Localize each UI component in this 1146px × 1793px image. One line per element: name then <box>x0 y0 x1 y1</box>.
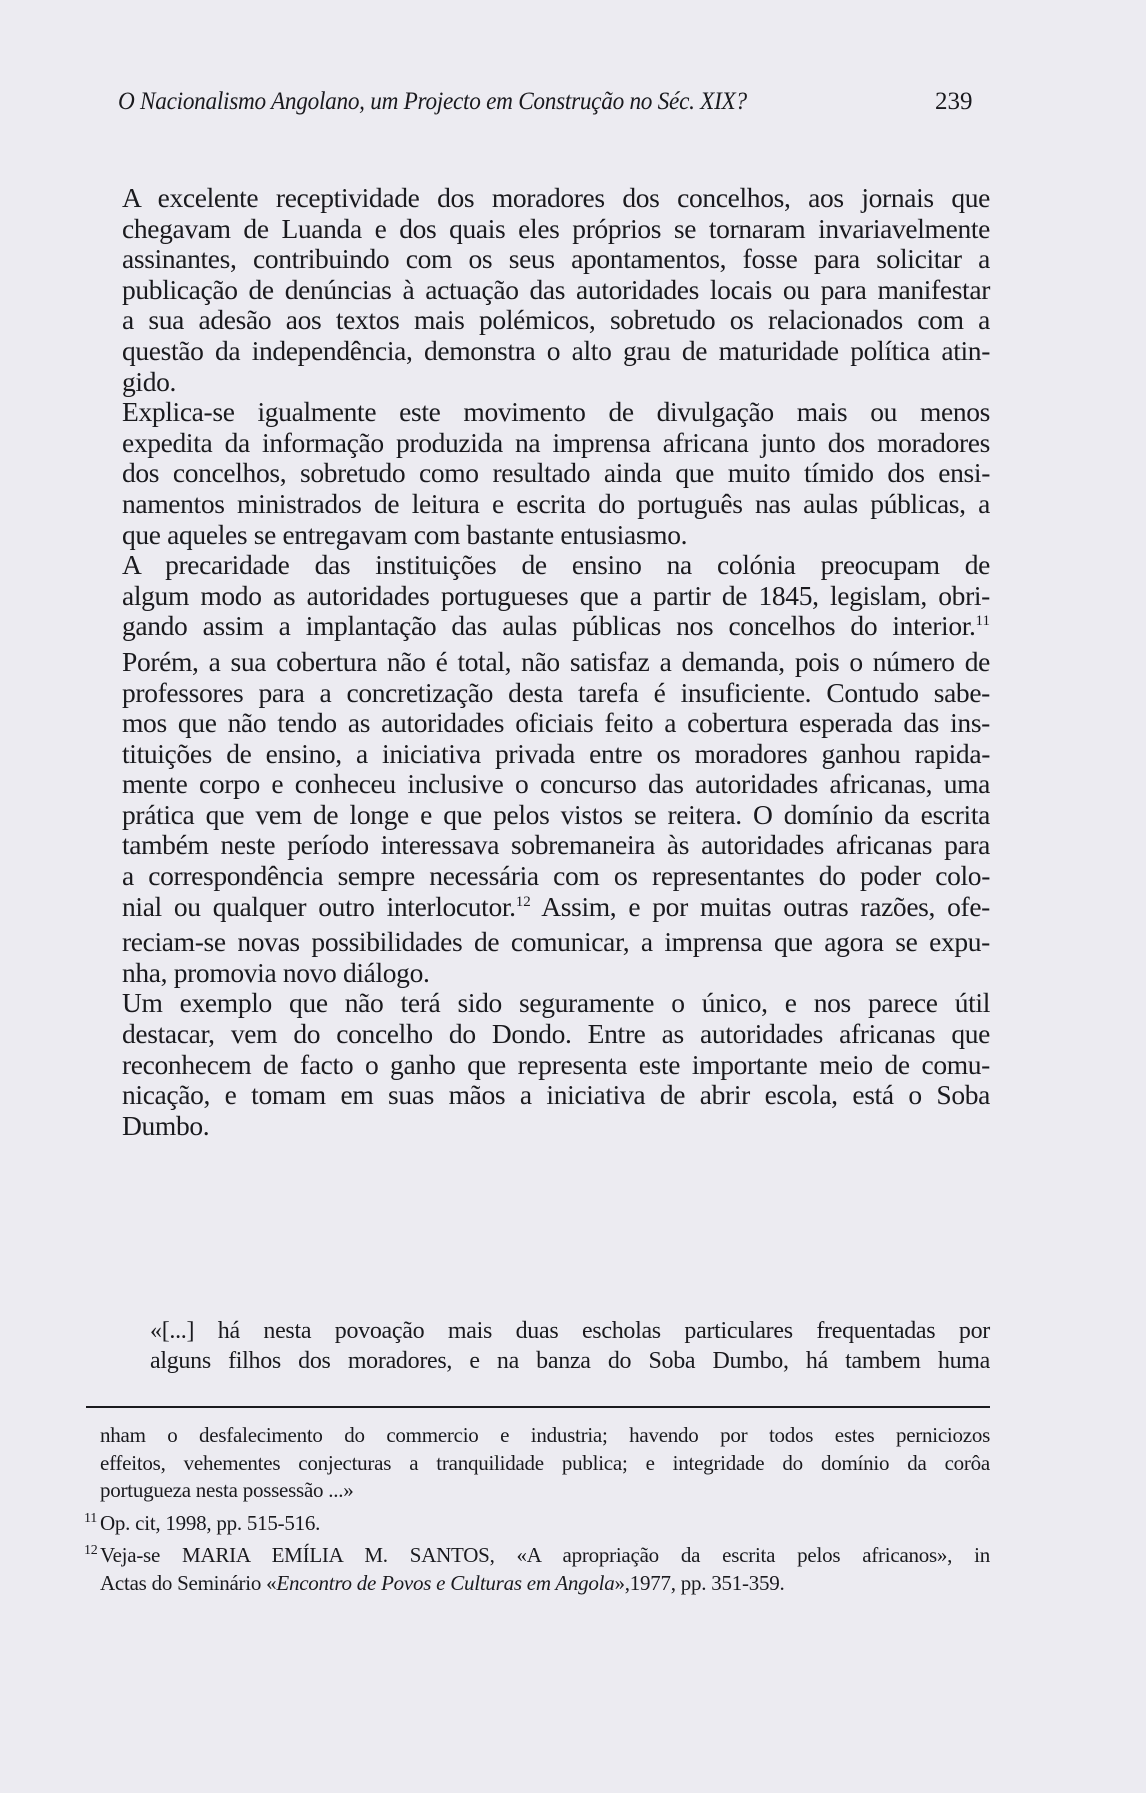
footnote-line: nham o desfalecimento do commercio e industria; havendo por todos estes perniciozos <box>100 1423 990 1447</box>
paragraph-3 <box>58 550 990 988</box>
text-line: namentos ministrados de leitura e escrita do português nas aulas públicas, a <box>122 487 990 519</box>
footnote-number: 12 <box>84 1543 98 1558</box>
text-line: chegavam de Luanda e dos quais eles próprios se tornaram invariavelmente <box>122 212 990 244</box>
text-line: nial ou qualquer outro interlocutor.$^{12}$ Assim, e por muitas outras razões, ofe- <box>122 890 990 922</box>
text-line: mos que não tendo as autoridades oficiais feito a cobertura esperada das ins- <box>122 707 990 739</box>
body-text <box>58 183 990 1141</box>
footnote-number: 11 <box>84 1510 97 1526</box>
text-line: professores para a concretização desta tarefa é insuficiente. Contudo sabe- <box>122 676 990 708</box>
text-line: mente corpo e conheceu inclusive o concurso das autoridades africanas, uma <box>122 768 990 800</box>
text-line: expedita da informação produzida na imprensa africana junto dos moradores <box>122 426 990 458</box>
text-line: questão da independência, demonstra o alto grau de maturidade política atin- <box>122 334 990 366</box>
text-line: nha, promovia novo diálogo. <box>122 956 430 988</box>
footnote-12 <box>86 1542 990 1597</box>
text-line: tituições de ensino, a iniciativa privada entre os moradores ganhou rapida- <box>122 737 990 769</box>
text-line: dos concelhos, sobretudo como resultado ainda que muito tímido dos ensi- <box>122 457 990 489</box>
footnotes <box>86 1422 990 1597</box>
quote-line: alguns filhos dos moradores, e na banza do Soba Dumbo, há tambem huma <box>150 1348 990 1374</box>
paragraph-1 <box>58 183 990 397</box>
text-line: assinantes, contribuindo com os seus apontamentos, fosse para solicitar a <box>122 243 990 275</box>
text-line: destacar, vem do concelho do Dondo. Entre as autoridades africanas que <box>122 1018 990 1050</box>
text-line: Porém, a sua cobertura não é total, não satisfaz a demanda, pois o número de <box>122 645 990 677</box>
text-line: gando assim a implantação das aulas públicas nos concelhos do interior.$^{11}$ <box>122 610 990 642</box>
italic-title: Encontro de Povos e Culturas em Angola <box>276 1570 615 1595</box>
text-line: A precaridade das instituições de ensino na colónia preocupam de <box>122 549 990 581</box>
running-title: O Nacionalismo Angolano, um Projecto em Construção no Séc. XIX? <box>118 88 747 115</box>
paragraph-2 <box>58 397 990 550</box>
text-line: a correspondência sempre necessária com os representantes do poder colo- <box>122 860 990 892</box>
text-line: gido. <box>122 365 177 397</box>
text-line: reciam-se novas possibilidades de comunicar, a imprensa que agora se expu- <box>122 926 990 958</box>
page-number: 239 <box>935 88 973 115</box>
footnote-separator <box>86 1406 990 1408</box>
text-line: Dumbo. <box>122 1109 210 1141</box>
text-line: algum modo as autoridades portugueses que a partir de 1845, legislam, obri- <box>122 579 990 611</box>
footnote-line: Veja-se MARIA EMÍLIA M. SANTOS, «A apropriação da escrita pelos africanos», in <box>100 1543 990 1567</box>
block-quote <box>150 1316 990 1376</box>
paragraph-4 <box>58 988 990 1141</box>
text-line: Um exemplo que não terá sido seguramente o único, e nos parece útil <box>122 987 990 1019</box>
text-line: a sua adesão aos textos mais polémicos, sobretudo os relacionados com a <box>122 304 990 336</box>
footnote-line: portugueza nesta possessão ...» <box>100 1478 354 1502</box>
footnote-text: Op. cit, 1998, pp. 515-516. <box>100 1510 321 1535</box>
footnote-11 <box>86 1510 990 1538</box>
text-line: Explica-se igualmente este movimento de divulgação mais ou menos <box>122 396 990 428</box>
footnote-line: effeitos, vehementes conjecturas a tranquilidade publica; e integridade do domínio da corôa <box>100 1450 990 1475</box>
text-line: que aqueles se entregavam com bastante entusiasmo. <box>122 518 688 550</box>
text-line: também neste período interessava sobremaneira às autoridades africanas para <box>122 829 990 861</box>
text-line: nicação, e tomam em suas mãos a iniciativa de abrir escola, está o Soba <box>122 1079 990 1111</box>
footnote-ref-12[interactable]: 12 <box>515 893 531 910</box>
footnote-line: Actas do Seminário «Encontro de Povos e Culturas em Angola»,1977, pp. 351-359. <box>100 1570 785 1595</box>
text-line: prática que vem de longe e que pelos vistos se reitera. O domínio da escrita <box>122 798 990 830</box>
text-line: A excelente receptividade dos moradores dos concelhos, aos jornais que <box>122 182 990 213</box>
footnote-continuation <box>86 1422 990 1505</box>
quote-line: «[...] há nesta povoação mais duas escholas particulares frequentadas por <box>150 1318 990 1344</box>
footnote-ref-11[interactable]: 11 <box>975 613 990 630</box>
running-header <box>118 88 988 116</box>
text-line: reconhecem de facto o ganho que representa este importante meio de comu- <box>122 1048 990 1080</box>
text-line: publicação de denúncias à actuação das autoridades locais ou para manifestar <box>122 273 990 305</box>
